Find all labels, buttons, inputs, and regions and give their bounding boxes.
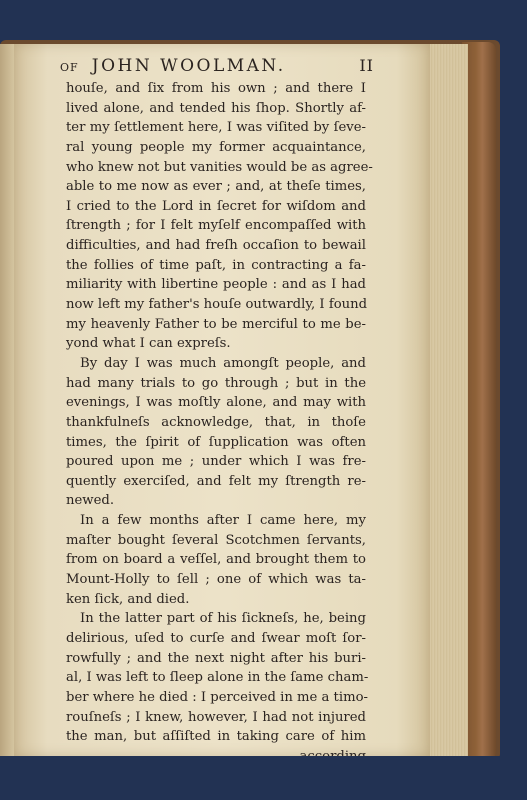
text-line: quently exerciſed, and felt my ſtrength re- bbox=[66, 473, 366, 489]
text-line: In a few months after I came here, my bbox=[80, 513, 366, 529]
text-line: ter my ſettlement here, I was viſited by ſeve- bbox=[66, 120, 366, 136]
text-line: In the latter part of his ſickneſs, he, being bbox=[80, 611, 366, 627]
text-line: houſe, and ſix from his own ; and there I bbox=[66, 81, 366, 96]
text-line: newed. bbox=[66, 493, 115, 509]
text-line: ſtrength ; for I felt myſelf encompaſſed with bbox=[66, 218, 366, 234]
text-line: able to me now as ever ; and, at theſe times, bbox=[66, 179, 366, 195]
text-line: delirious, uſed to curſe and ſwear moſt ſor- bbox=[66, 630, 366, 646]
text-line: yond what I can expreſs. bbox=[66, 336, 231, 352]
text-line: my heavenly Father to be merciful to me be- bbox=[66, 316, 366, 332]
text-line: lived alone, and tended his ſhop. Shortly af- bbox=[66, 100, 366, 116]
text-line: al, I was left to ſleep alone in the ſame cham- bbox=[66, 670, 369, 686]
text-line: Mount-Holly to ſell ; one of which was ta- bbox=[66, 572, 366, 588]
text-line: now left my father's houſe outwardly, I found bbox=[66, 297, 368, 313]
text-line: the man, but aſſiſted in taking care of him bbox=[66, 729, 366, 745]
text-line: difficulties, and had freſh occaſion to bewail bbox=[66, 238, 366, 254]
text-line: evenings, I was moſtly alone, and may with bbox=[66, 395, 366, 411]
text-line: from on board a veſſel, and brought them to bbox=[66, 552, 366, 568]
text-line: miliarity with libertine people : and as I had bbox=[66, 277, 366, 293]
text-line: the follies of time paſt, in contracting a fa- bbox=[66, 257, 366, 273]
text-line: ken ſick, and died. bbox=[66, 591, 190, 607]
text-line: ral young people my former acquaintance, bbox=[66, 139, 366, 155]
text-line: had many trials to go through ; but in the bbox=[66, 375, 366, 391]
text-line: By day I was much amongſt people, and bbox=[80, 355, 366, 371]
running-head bbox=[60, 56, 374, 76]
running-head-prefix: OF bbox=[60, 61, 79, 74]
text-line: who knew not but vanities would be as agree- bbox=[66, 159, 373, 175]
body-text bbox=[66, 79, 373, 766]
text-line: rowfully ; and the next night after his buri- bbox=[66, 650, 366, 666]
page-number: II bbox=[359, 56, 374, 75]
text-line: I cried to the Lord in ſecret for wiſdom and bbox=[66, 198, 366, 214]
text-line: times, the ſpirit of ſupplication was often bbox=[66, 434, 366, 450]
page-stack-edge bbox=[428, 44, 468, 756]
text-line: thankfulneſs acknowledge, that, in thoſe bbox=[66, 414, 366, 430]
text-line: poured upon me ; under which I was fre- bbox=[66, 454, 366, 470]
running-head-title: JOHN WOOLMAN. bbox=[91, 56, 286, 76]
text-line: rouſneſs ; I knew, however, I had not injured bbox=[66, 709, 366, 725]
scan-bottom-margin bbox=[0, 756, 527, 800]
text-line: maſter bought ſeveral Scotchmen ſervants, bbox=[66, 532, 366, 548]
text-line: ber where he died : I perceived in me a timo- bbox=[66, 689, 368, 705]
